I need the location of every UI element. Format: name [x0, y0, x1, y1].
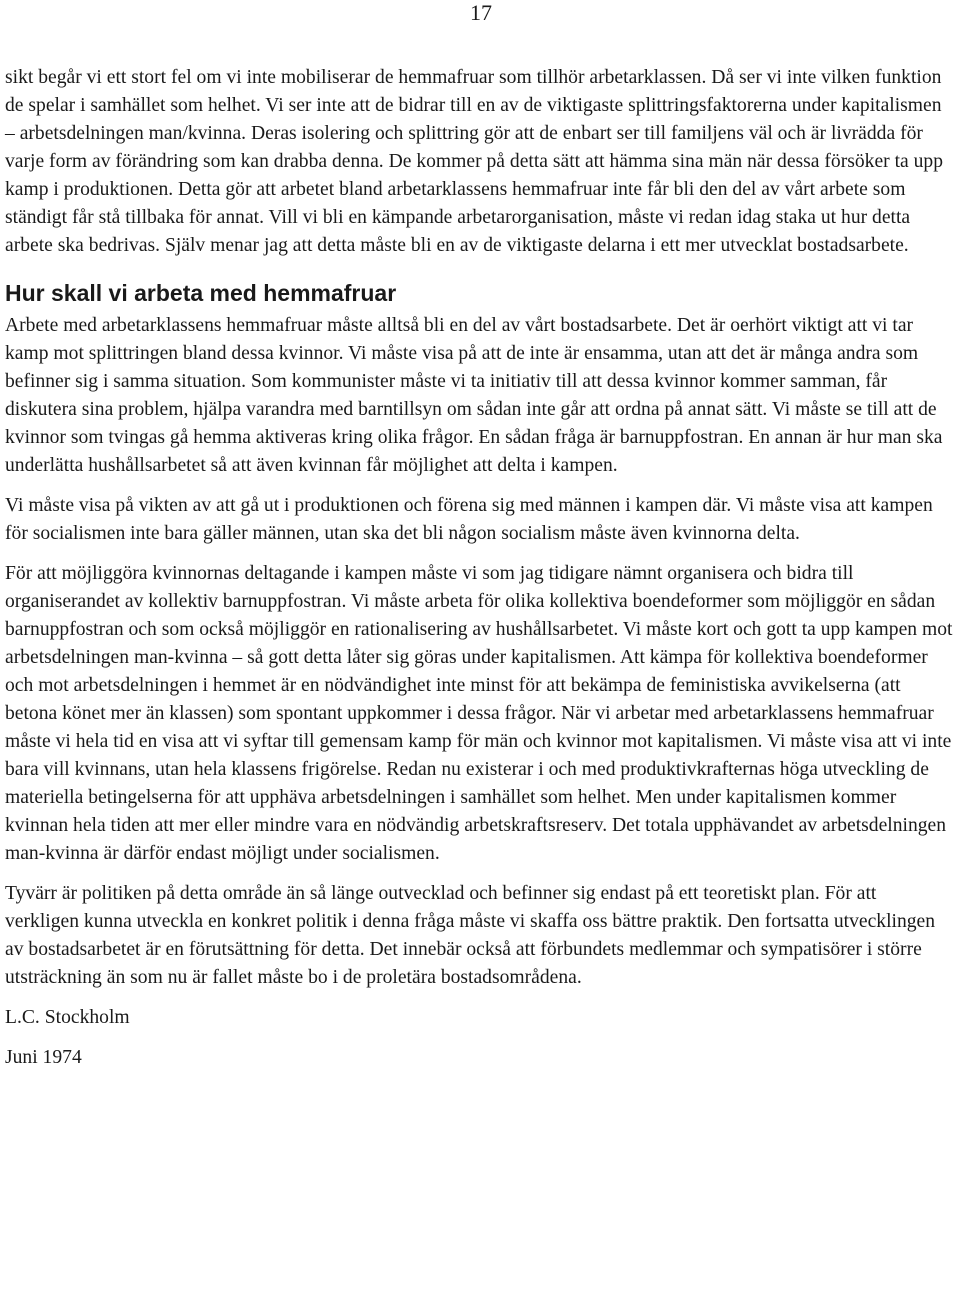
- paragraph-kollektiv: För att möjliggöra kvinnornas deltagande i kampen måste vi som jag tidigare nämnt organisera och bidra till organiserandet av kollektiv barnuppfostran. Vi måste arbeta för olika kollektiva boendeformer som möjliggör en sådan barnuppfostran och som också möjliggör en rationalisering av hushållsarbetet. Vi måste kort och gott ta upp kampen mot arbetsdelningen man-kvinna – så gott detta låter sig göras under kapitalismen. Att kämpa för kollektiva boendeformer och mot arbetsdelningen i hemmet är en nödvändighet inte minst för att bekämpa de feministiska avvikelserna (att betona könet mer än klassen) som spontant uppkommer i dessa frågor. När vi arbetar med arbetarklassens hemmafruar måste vi hela tid en visa att vi syftar till gemensam kamp för män och kvinnor mot kapitalismen. Vi måste visa att vi inte bara vill kvinnans, utan hela klassens frigörelse. Redan nu existerar i och med produktivkrafternas höga utveckling de materiella betingelserna för att upphäva arbetsdelningen i samhället som helhet. Men under kapitalismen kommer kvinnan hela tiden att mer eller mindre vara en nödvändig arbetskraftsreserv. Det totala upphävandet av arbetsdelningen man-kvinna är därför endast möjligt under socialismen.: [5, 563, 953, 864]
- section-heading: Hur skall vi arbeta med hemmafruar: [5, 280, 397, 306]
- page-number: 17: [470, 0, 492, 25]
- paragraph-produktionen: Vi måste visa på vikten av att gå ut i produktionen och förena sig med männen i kampen där. Vi måste visa att kampen för socialismen inte bara gäller männen, utan ska det bli någon socialism måste även kvinnorna delta.: [5, 495, 933, 544]
- paragraph-politiken: Tyvärr är politiken på detta område än så länge outvecklad och befinner sig endast på ett teoretiskt plan. För att verkligen kunna utveckla en konkret politik i denna fråga måste vi skaffa oss bättre praktik. Den fortsatta utvecklingen av bostadsarbetet är en förutsättning för detta. Det innebär också att förbundets medlemmar och sympatisörer i större utsträckning än som nu är fallet måste bo i de proletära bostadsområdena.: [5, 883, 936, 988]
- document-body: [5, 64, 955, 1072]
- signature: L.C. Stockholm: [5, 1007, 130, 1028]
- paragraph-intro: sikt begår vi ett stort fel om vi inte mobiliserar de hemmafruar som tillhör arbetarklassen. Då ser vi inte vilken funktion de spelar i samhället som helhet. Vi ser inte att de bidrar till en av de viktigaste splittringsfaktorerna under kapitalismen – arbetsdelningen man/kvinna. Deras isolering och splittring gör att de enbart ser till familjens väl och är livrädda för varje form av förändring som kan drabba denna. De kommer på detta sätt att hämma sina män när dessa försöker ta upp kamp i produktionen. Detta gör att arbetet bland arbetarklassens hemmafruar inte får bli den del av vårt arbete som ständigt får stå tillbaka för annat. Vill vi bli en kämpande arbetarorganisation, måste vi redan idag staka ut hur detta arbete ska bedrivas. Själv menar jag att detta måste bli en av de viktigaste delarna i ett mer utvecklat bostadsarbete.: [5, 67, 944, 256]
- signature-date: Juni 1974: [5, 1047, 82, 1068]
- paragraph-hemmafruar: Arbete med arbetarklassens hemmafruar måste alltså bli en del av vårt bostadsarbete. Det är oerhört viktigt att vi tar kamp mot splittringen bland dessa kvinnor. Vi måste visa på att de inte är ensamma, utan att det är många andra som befinner sig i samma situation. Som kommunister måste vi ta initiativ till att dessa kvinnor kommer samman, får diskutera sina problem, hjälpa varandra med barntillsyn om sådan inte går att ordna på annat sätt. Vi måste se till att de kvinnor som tvingas gå hemma aktiveras kring olika frågor. En sådan fråga är barnuppfostran. En annan är hur man ska underlätta hushållsarbetet så att även kvinnan får möjlighet att delta i kampen.: [5, 315, 943, 476]
